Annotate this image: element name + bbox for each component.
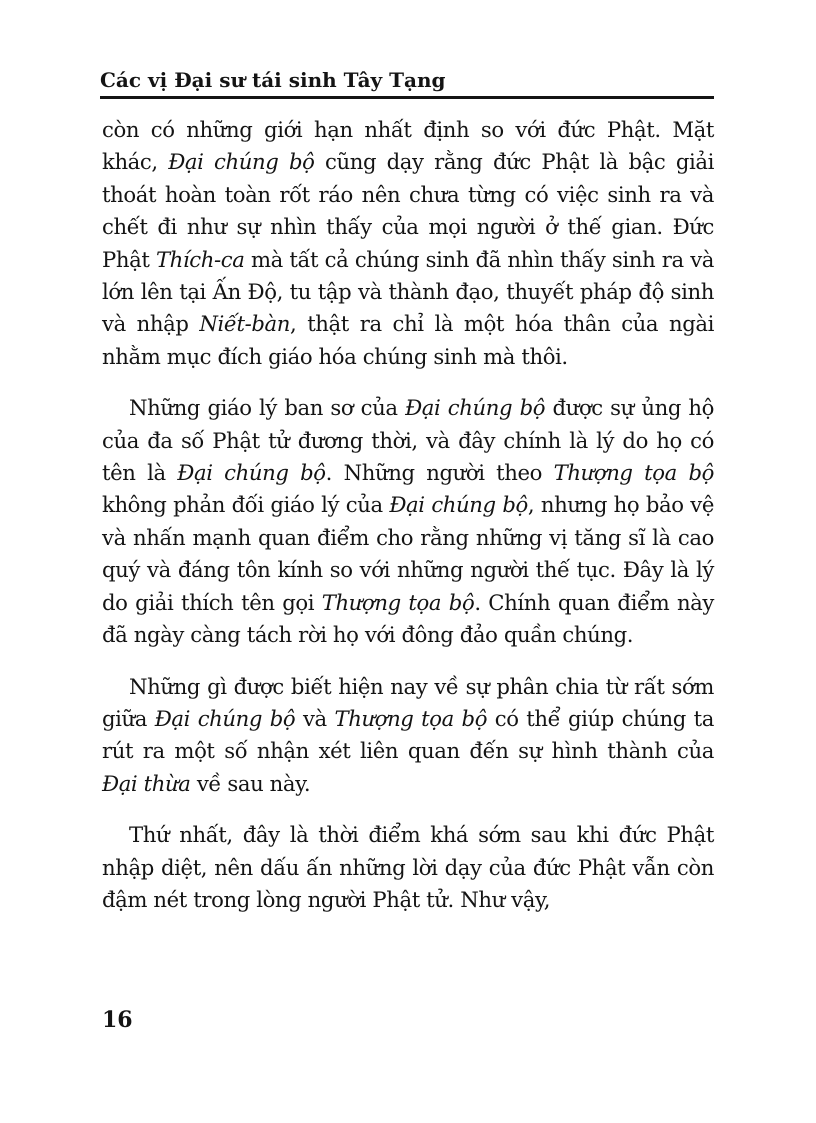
italic-term: Đại chúng bộ <box>389 492 528 518</box>
italic-term: Thượng tọa bộ <box>553 460 714 486</box>
text-segment: . Chính quan điểm này đã ngày càng tách rời họ với đông đảo quần chúng. <box>102 589 714 648</box>
text-segment: Những gì được biết hiện nay về sự phân chia từ rất sớm giữa <box>102 673 714 731</box>
italic-term: Đại chúng bộ <box>154 705 296 731</box>
text-segment: được sự ủng hộ của đa số Phật tử đương thời, và đây chính là lý do họ có tên là <box>102 395 714 486</box>
text-segment: cũng dạy rằng đức Phật là bậc giải thoát hoàn toàn rốt ráo nên chưa từng có việc sinh ra và chết đi như sự nhìn thấy của mọi người ở thế gian. Đức Phật <box>102 149 714 272</box>
italic-term: Đại chúng bộ <box>405 395 546 421</box>
paragraph-3 <box>102 671 714 801</box>
text-segment: . Những người theo <box>325 460 554 486</box>
paragraph-1 <box>102 114 714 373</box>
text-segment: và <box>295 705 335 731</box>
running-head-title: Các vị Đại sư tái sinh Tây Tạng <box>100 68 446 92</box>
text-segment: Những giáo lý ban sơ của <box>129 395 406 421</box>
text-segment: mà tất cả chúng sinh đã nhìn thấy sinh ra và lớn lên tại Ấn Độ, tu tập và thành đạo, thuyết pháp độ sinh và nhập <box>102 246 714 337</box>
italic-term: Niết-bàn <box>199 311 291 337</box>
text-segment: còn có những giới hạn nhất định so với đức Phật. Mặt khác, <box>102 117 714 175</box>
text-segment: không phản đối giáo lý của <box>102 492 390 518</box>
text-segment: Thứ nhất, đây là thời điểm khá sớm sau khi đức Phật nhập diệt, nên dấu ấn những lời dạy của đức Phật vẫn còn đậm nét trong lòng người Phật tử. Như vậy, <box>102 822 714 912</box>
paragraph-2 <box>102 392 714 651</box>
body-text <box>102 114 714 935</box>
italic-term: Thích-ca <box>155 246 245 272</box>
italic-term: Thượng tọa bộ <box>321 589 475 615</box>
paragraph-4 <box>102 819 714 916</box>
italic-term: Đại chúng bộ <box>168 149 315 175</box>
text-segment: có thể giúp chúng ta rút ra một số nhận xét liên quan đến sự hình thành của <box>102 705 714 764</box>
italic-term: Đại thừa <box>102 770 191 796</box>
page-number: 16 <box>102 1007 133 1033</box>
text-segment: về sau này. <box>190 770 311 796</box>
text-segment: , nhưng họ bảo vệ và nhấn mạnh quan điểm cho rằng những vị tăng sĩ là cao quý và đáng tôn kính so với những người thế tục. Đây là lý do giải thích tên gọi <box>102 492 714 615</box>
italic-term: Đại chúng bộ <box>177 460 326 486</box>
text-segment: , thật ra chỉ là một hóa thân của ngài nhằm mục đích giáo hóa chúng sinh mà thôi. <box>102 311 714 369</box>
header-rule <box>100 96 714 99</box>
italic-term: Thượng tọa bộ <box>334 705 488 731</box>
